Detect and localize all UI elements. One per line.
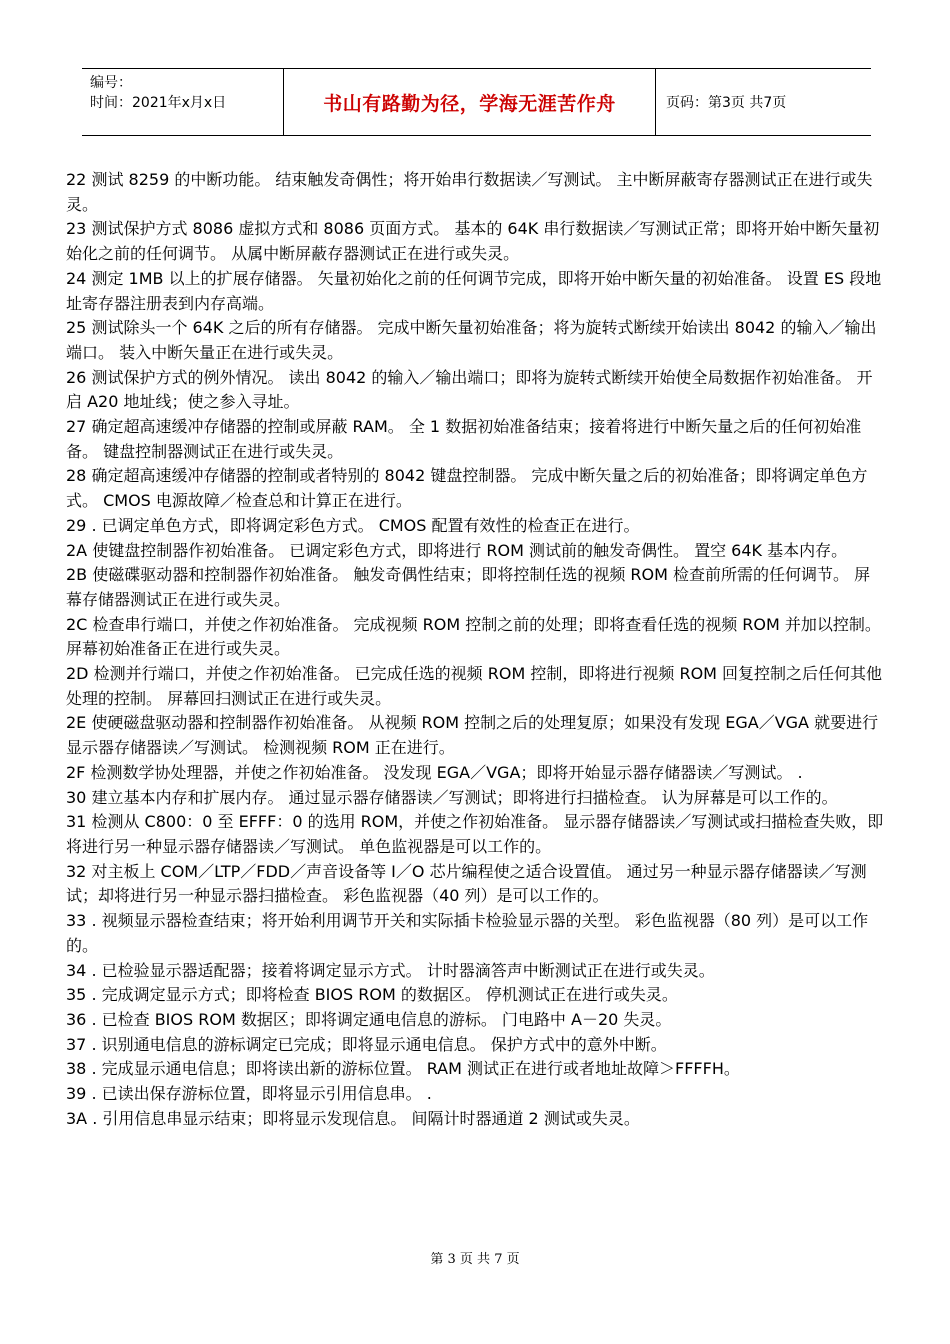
entry-28: 28 确定超高速缓冲存储器的控制或者特别的 8042 键盘控制器。 完成中断矢量之后的初始准备；即将调定单色方式。 CMOS 电源故障／检查总和计算正在进行。 bbox=[66, 466, 868, 511]
page-header bbox=[82, 68, 871, 136]
entry-2f: 2F 检测数学协处理器，并使之作初始准备。 没发现 EGA／VGA；即将开始显示器存储器读／写测试。 . bbox=[66, 762, 803, 782]
entry-2b: 2B 使磁碟驱动器和控制器作初始准备。 触发奇偶性结束；即将控制任选的视频 ROM 检查前所需的任何调节。 屏幕存储器测试正在进行或失灵。 bbox=[66, 565, 871, 609]
entry-24: 24 测定 1MB 以上的扩展存储器。 矢量初始化之前的任何调节完成，即将开始中断矢量的初始准备。 设置 ES 段地址寄存器注册表到内存高端。 bbox=[66, 268, 882, 313]
code-label: 编号： bbox=[90, 75, 132, 91]
entry-23: 23 测试保护方式 8086 虚拟方式和 8086 页面方式。 基本的 64K 串行数据读／写测试正常；即将开始中断矢量初始化之前的任何调节。 从属中断屏蔽存器测试正在进行或失灵。 bbox=[66, 219, 880, 264]
entry-26: 26 测试保护方式的例外情况。 读出 8042 的输入／输出端口；即将为旋转式断续开始使全局数据作初始准备。 开启 A20 地址线；使之参入寻址。 bbox=[66, 367, 873, 412]
entry-2c: 2C 检查串行端口，并使之作初始准备。 完成视频 ROM 控制之前的处理；即将查看任选的视频 ROM 并加以控制。 屏幕初始准备正在进行或失灵。 bbox=[66, 614, 881, 659]
entry-2d: 2D 检测并行端口，并使之作初始准备。 已完成任选的视频 ROM 控制，即将进行视频 ROM 回复控制之后任何其他处理的控制。 屏幕回扫测试正在进行或失灵。 bbox=[66, 664, 883, 708]
entry-2a: 2A 使键盘控制器作初始准备。 已调定彩色方式，即将进行 ROM 测试前的触发奇偶性。 置空 64K 基本内存。 bbox=[66, 540, 848, 560]
entry-27: 27 确定超高速缓冲存储器的控制或屏蔽 RAM。 全 1 数据初始准备结束；接着将进行中断矢量之后的任何初始准备。 键盘控制器测试正在进行或失灵。 bbox=[66, 417, 862, 461]
entry-34: 34 . 已检验显示器适配器；接着将调定显示方式。 计时器滴答声中断测试正在进行或失灵。 bbox=[66, 960, 715, 980]
entry-2e: 2E 使硬磁盘驱动器和控制器作初始准备。 从视频 ROM 控制之后的处理复原；如果没有发现 EGA／VGA 就要进行显示器存储器读／写测试。 检测视频 ROM 正在进行。 bbox=[66, 713, 879, 758]
entry-33: 33 . 视频显示器检查结束；将开始利用调节开关和实际插卡检验显示器的关型。 彩色监视器（80 列）是可以工作的。 bbox=[66, 911, 869, 955]
entry-35: 35 . 完成调定显示方式；即将检查 BIOS ROM 的数据区。 停机测试正在进行或失灵。 bbox=[66, 985, 678, 1005]
entry-25: 25 测试除头一个 64K 之后的所有存储器。 完成中断矢量初始准备；将为旋转式断续开始读出 8042 的输入／输出端口。 装入中断矢量正在进行或失灵。 bbox=[66, 318, 877, 362]
entry-29: 29 . 已调定单色方式，即将调定彩色方式。 CMOS 配置有效性的检查正在进行。 bbox=[66, 515, 640, 535]
entry-22: 22 测试 8259 的中断功能。 结束触发奇偶性；将开始串行数据读／写测试。 主中断屏蔽寄存器测试正在进行或失灵。 bbox=[66, 170, 873, 214]
entry-37: 37 . 识别通电信息的游标调定已完成；即将显示通电信息。 保护方式中的意外中断。 bbox=[66, 1034, 667, 1054]
header-page-label: 页码：第3页 共7页 bbox=[666, 95, 787, 111]
entry-31: 31 检测从 C800：0 至 EFFF：0 的选用 ROM，并使之作初始准备。 显示器存储器读／写测试或扫描检查失败，即将进行另一种显示器存储器读／写测试。 单色监视器是可以工作的。 bbox=[66, 812, 884, 856]
entry-3a: 3A . 引用信息串显示结束；即将显示发现信息。 间隔计时器通道 2 测试或失灵。 bbox=[66, 1108, 640, 1128]
page-footer: 第 3 页 共 7 页 bbox=[430, 1252, 520, 1267]
entry-39: 39 . 已读出保存游标位置，即将显示引用信息串。 . bbox=[66, 1084, 432, 1104]
entry-38: 38 . 完成显示通电信息；即将读出新的游标位置。 RAM 测试正在进行或者地址故障＞FFFFH。 bbox=[66, 1059, 740, 1079]
entry-32: 32 对主板上 COM／LTP／FDD／声音设备等 I／O 芯片编程使之适合设置值。 通过另一种显示器存储器读／写测试；却将进行另一种显示器扫描检查。 彩色监视器（40 列）是可以工作的。 bbox=[66, 861, 867, 906]
entry-36: 36 . 已检查 BIOS ROM 数据区；即将调定通电信息的游标。 门电路中 A－20 失灵。 bbox=[66, 1009, 672, 1029]
time-label: 时间：2021年x月x日 bbox=[90, 95, 227, 111]
document-body bbox=[66, 168, 886, 1131]
header-motto: 书山有路勤为径，学海无涯苦作舟 bbox=[284, 69, 656, 135]
header-meta bbox=[82, 69, 284, 135]
entry-30: 30 建立基本内存和扩展内存。 通过显示器存储器读／写测试；即将进行扫描检查。 认为屏幕是可以工作的。 bbox=[66, 787, 838, 807]
